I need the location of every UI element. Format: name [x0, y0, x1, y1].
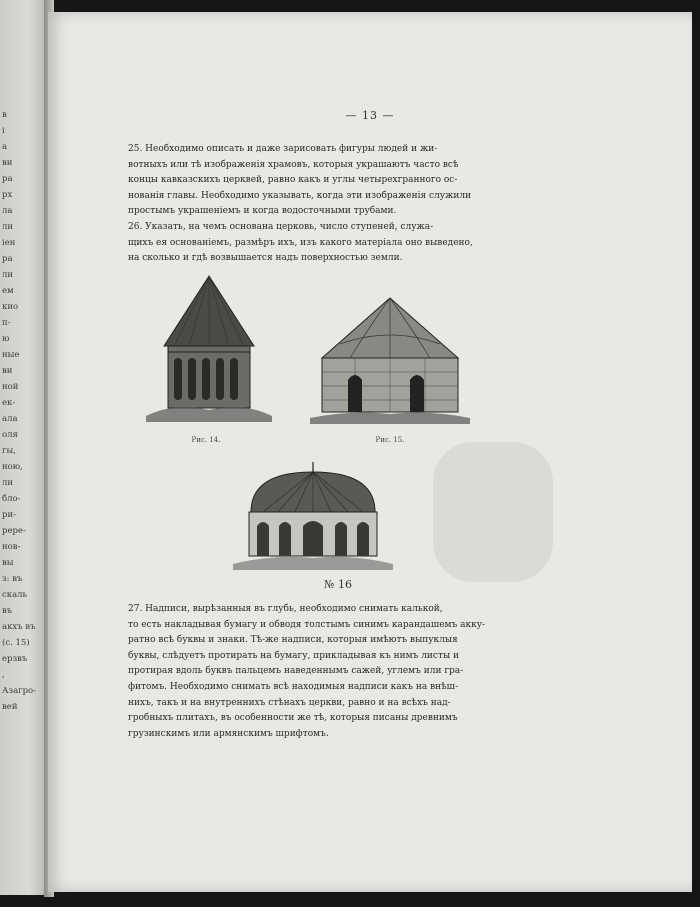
text-line: ратно всѣ буквы и знаки. Тѣ-же надписи, которыя имѣютъ выпуклыя — [128, 635, 458, 646]
faint-stamp — [433, 442, 553, 582]
text-line: простымъ украшеніемъ и когда водосточными трубами. — [128, 206, 397, 217]
text-line: грузинскимъ или армянскимъ шрифтомъ. — [128, 728, 329, 739]
text-line: концы кавказскихъ церквей, равно какъ и углы четырехгранного ос- — [128, 175, 458, 186]
left-page-fragment: ерзвъ — [2, 654, 28, 664]
left-page-fragment: оля — [2, 430, 18, 440]
church-figure-14 — [144, 274, 274, 424]
left-page-fragment: а — [2, 142, 8, 152]
left-page-fragment: (с. 15) — [2, 638, 30, 648]
text-line: буквы, слѣдуетъ протирать на бумагу, прикладывая къ нимъ листы и — [128, 650, 459, 661]
paragraph-25 — [128, 142, 573, 220]
left-page-fragment: Азагро- — [2, 686, 37, 696]
left-page-fragment: ли — [2, 222, 14, 232]
text-line: щихъ ея основаніемъ, размѣръ ихъ, изъ какого матеріала оно выведено, — [128, 237, 473, 248]
left-page-fragment: гы, — [2, 446, 16, 456]
left-page-fragment: скаль — [2, 590, 28, 600]
left-page-fragment: ала — [2, 414, 18, 424]
left-page-fragment: акхъ въ — [2, 622, 36, 632]
left-page-fragment: іен — [2, 238, 16, 248]
text-line: гробныхъ плитахъ, въ особенности же тѣ, которыя писаны древнимъ — [128, 713, 458, 724]
left-page-fragment: ек- — [2, 398, 16, 408]
text-line: нихъ, такъ и на внутреннихъ стѣнахъ церкви, равно и на всѣхъ над- — [128, 697, 451, 708]
paragraph-27 — [128, 602, 573, 742]
left-page-fragment: і — [2, 126, 5, 136]
left-page-fragment: бло- — [2, 494, 21, 504]
left-page-fragment: въ — [2, 606, 13, 616]
left-page-fragment: ли — [2, 270, 14, 280]
left-page-fragment: ною, — [2, 462, 23, 472]
left-page-fragment: ли — [2, 478, 14, 488]
figure-14-caption: Рис. 14. — [191, 436, 221, 444]
text-line: фитомъ. Необходимо снимать всѣ находимыя надписи какъ на внѣш- — [128, 681, 458, 692]
text-line: 27. Надписи, вырѣзанныя въ глубь, необходимо снимать калькой, — [128, 604, 443, 614]
left-page-fragment: ем — [2, 286, 14, 296]
figure-15-caption: Рис. 15. — [375, 436, 405, 444]
figure-16-caption: № 16 — [324, 578, 352, 591]
text-line: 25. Необходимо описать и даже зарисовать фигуры людей и жи- — [128, 144, 438, 154]
left-page-fragment: ю — [2, 334, 10, 344]
left-page-fragment: рере- — [2, 526, 26, 536]
left-page-fragment: в — [2, 110, 7, 120]
church-figure-16 — [233, 460, 393, 575]
left-page-fragment: ра — [2, 174, 13, 184]
left-page-fragment: ри- — [2, 510, 16, 520]
text-line: протирая вдоль буквъ пальцемъ наведеннымъ сажей, углемъ или гра- — [128, 666, 464, 677]
left-page-fragment: п- — [2, 318, 11, 328]
text-line: вотныхъ или тѣ изображенія храмовъ, которыя украшаютъ часто всѣ — [128, 159, 459, 170]
paragraph-26 — [128, 220, 573, 267]
left-page-fragment: ви — [2, 158, 13, 168]
left-page-fragment: ные — [2, 350, 20, 360]
church-figure-15 — [310, 296, 470, 426]
left-page-fragment: ви — [2, 366, 13, 376]
left-page-fragment: ра — [2, 254, 13, 264]
left-page-fragment: нов- — [2, 542, 21, 552]
left-page-fragment: з: въ — [2, 574, 23, 584]
left-page-fragment: ной — [2, 382, 19, 392]
left-page-fragment: ла — [2, 206, 13, 216]
left-page-fragment: вы — [2, 558, 14, 568]
page-number: — 13 — — [345, 109, 395, 122]
left-page-fragment: , — [2, 670, 5, 680]
right-page — [48, 12, 692, 892]
text-line: то есть накладывая бумагу и обводя толстымъ синимъ карандашемъ акку- — [128, 619, 486, 630]
left-page-fragment: кио — [2, 302, 19, 312]
text-line: на сколько и гдѣ возвышается надъ поверхностью земли. — [128, 253, 403, 264]
left-page-fragment: вей — [2, 702, 18, 712]
text-line: нованія главы. Необходимо указывать, когда эти изображенія служили — [128, 190, 472, 201]
text-line: 26. Указать, на чемъ основана церковь, число ступеней, служа- — [128, 222, 434, 232]
left-page-fragment: рх — [2, 190, 13, 200]
